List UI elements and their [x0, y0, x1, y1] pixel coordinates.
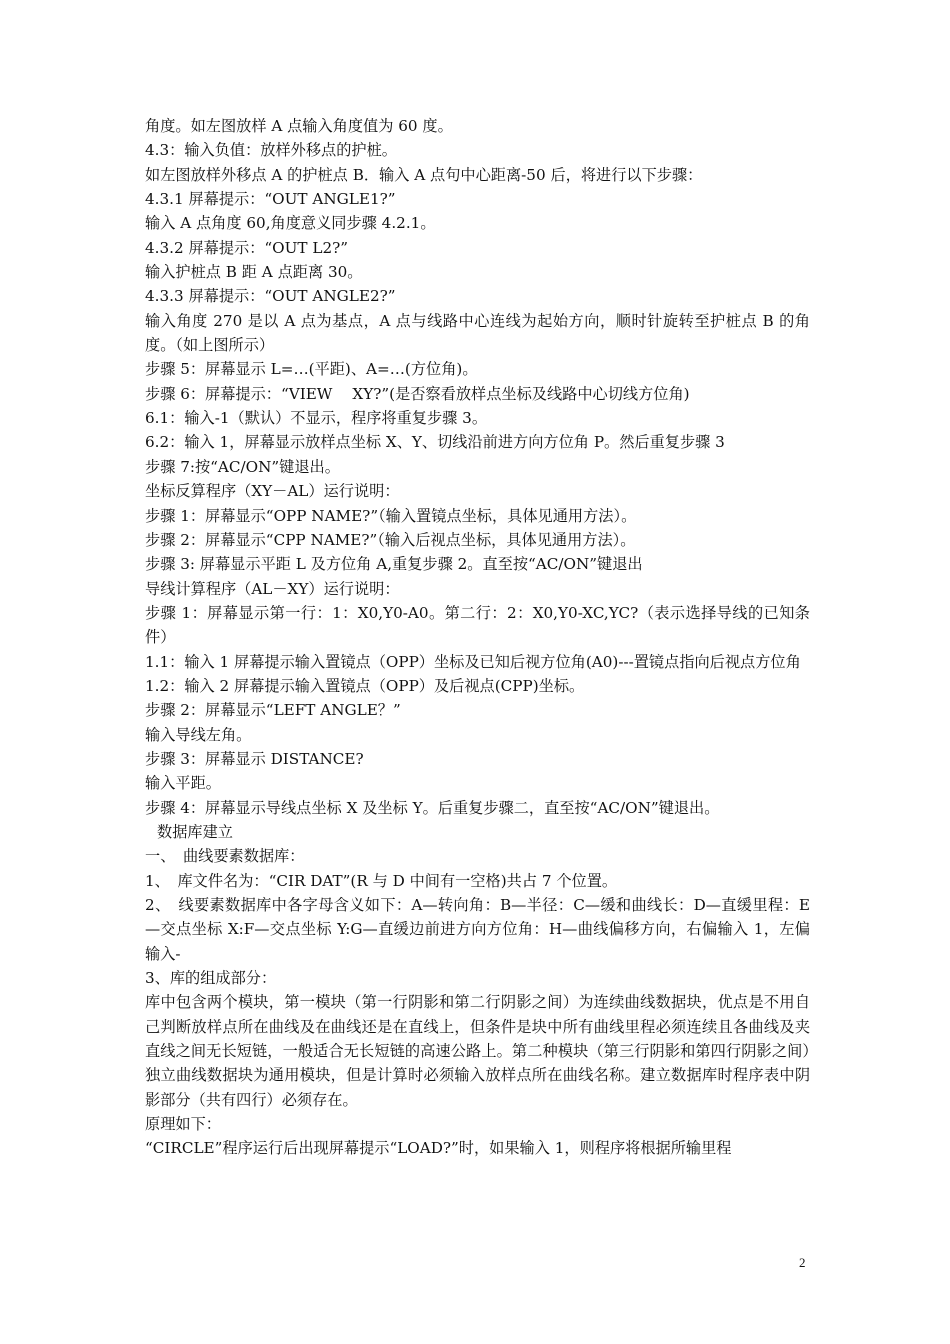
paragraph: 库中包含两个模块，第一模块（第一行阴影和第二行阴影之间）为连续曲线数据块，优点是不用自己判断放样点所在曲线及在曲线还是在直线上，但条件是块中所有曲线里程必须连续且各曲线及夹直线之间无长短链，一般适合无长短链的高速公路上。第二种模块（第三行阴影和第四行阴影之间）独立曲线数据块为通用模块，但是计算时必须输入放样点所在曲线名称。建立数据库时程序表中阴影部分（共有四行）必须存在。: [145, 993, 810, 1109]
section-heading: 数据库建立: [157, 822, 233, 841]
paragraph: 输入导线左角。: [145, 725, 252, 744]
paragraph: 1.1：输入 1 屏幕提示输入置镜点（OPP）坐标及已知后视方位角(A0)---置镜点指向后视点方位角: [145, 652, 801, 671]
paragraph: 输入 A 点角度 60,角度意义同步骤 4.2.1。: [145, 214, 436, 233]
document-body: [145, 114, 810, 1161]
paragraph: 步骤 3: 屏幕显示平距 L 及方位角 A,重复步骤 2。直至按“AC/ON”键退出: [145, 555, 643, 574]
paragraph: 3、库的组成部分：: [145, 969, 277, 988]
paragraph: 步骤 3：屏幕显示 DISTANCE?: [145, 749, 364, 768]
paragraph: 4.3.1 屏幕提示：“OUT ANGLE1?”: [145, 190, 396, 209]
section-heading: 导线计算程序（AL－XY）运行说明：: [145, 579, 400, 598]
paragraph: 6.2：输入 1，屏幕显示放样点坐标 X、Y、切线沿前进方向方位角 P。然后重复步骤 3: [145, 433, 725, 452]
paragraph: 4.3：输入负值：放样外移点的护桩。: [145, 141, 397, 160]
paragraph: 4.3.3 屏幕提示：“OUT ANGLE2?”: [145, 287, 396, 306]
paragraph: 原理如下：: [145, 1115, 221, 1134]
paragraph: 步骤 5：屏幕显示 L=…(平距)、A=…(方位角)。: [145, 360, 478, 379]
paragraph: 6.1：输入-1（默认）不显示，程序将重复步骤 3。: [145, 409, 488, 428]
paragraph: 输入护桩点 B 距 A 点距离 30。: [145, 263, 363, 282]
paragraph: 步骤 2：屏幕显示“LEFT ANGLE？”: [145, 701, 401, 720]
paragraph: 步骤 7:按“AC/ON”键退出。: [145, 457, 340, 476]
paragraph: 步骤 1：屏幕显示第一行：1：X0,Y0-A0。第二行：2：X0,Y0-XC,YC?（表示选择导线的已知条件）: [145, 603, 810, 647]
page-number: 2: [799, 1255, 806, 1270]
section-heading: 坐标反算程序（XY－AL）运行说明：: [145, 482, 400, 501]
paragraph: 1.2：输入 2 屏幕提示输入置镜点（OPP）及后视点(CPP)坐标。: [145, 676, 585, 695]
paragraph: 4.3.2 屏幕提示：“OUT L2?”: [145, 238, 349, 257]
paragraph: 如左图放样外移点 A 的护桩点 B．输入 A 点句中心距离-50 后，将进行以下步骤：: [145, 165, 703, 184]
paragraph: 1、 库文件名为：“CIR DAT”(R 与 D 中间有一空格)共占 7 个位置。: [145, 871, 618, 890]
subsection-heading: 一、 曲线要素数据库：: [145, 847, 305, 866]
paragraph: 输入平距。: [145, 774, 221, 793]
paragraph: 步骤 1：屏幕显示“OPP NAME?”（输入置镜点坐标，具体见通用方法）。: [145, 506, 637, 525]
paragraph: “CIRCLE”程序运行后出现屏幕提示“LOAD?”时，如果输入 1，则程序将根据所输里程: [145, 1139, 732, 1158]
paragraph: 角度。如左图放样 A 点输入角度值为 60 度。: [145, 117, 453, 135]
paragraph: 步骤 4：屏幕显示导线点坐标 X 及坐标 Y。后重复步骤二，直至按“AC/ON”键退出。: [145, 798, 720, 817]
paragraph: 2、 线要素数据库中各字母含义如下：A—转向角：B—半径：C—缓和曲线长：D—直缓里程：E—交点坐标 X:F—交点坐标 Y:G—直缓边前进方向方位角：H—曲线偏移方向，右偏输入 1，左偏输入-: [145, 896, 810, 963]
paragraph: 步骤 6：屏幕提示：“VIEW XY?”(是否察看放样点坐标及线路中心切线方位角): [145, 384, 690, 403]
paragraph: 输入角度 270 是以 A 点为基点，A 点与线路中心连线为起始方向，顺时针旋转至护桩点 B 的角度。（如上图所示）: [145, 311, 810, 355]
paragraph: 步骤 2：屏幕显示“CPP NAME?”（输入后视点坐标，具体见通用方法）。: [145, 530, 636, 549]
